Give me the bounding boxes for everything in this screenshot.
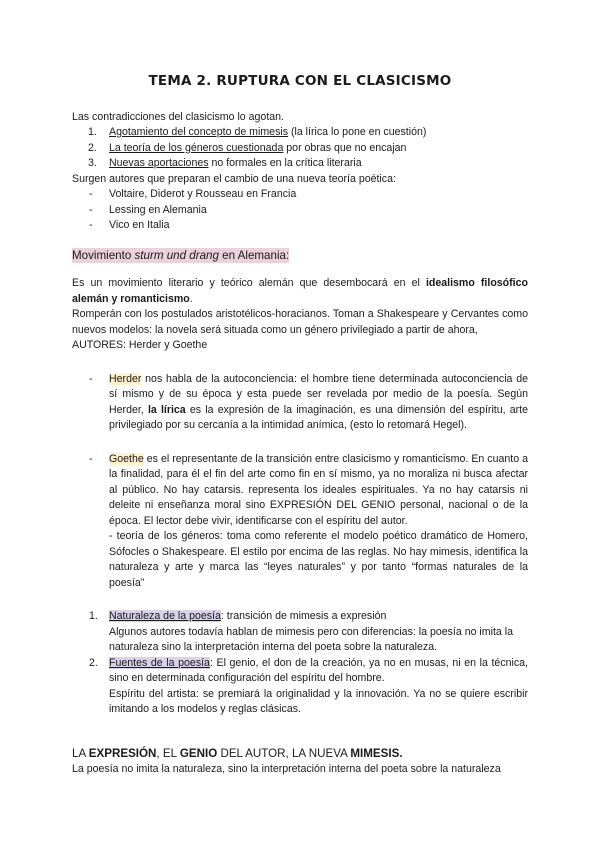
nature-block: 1. Naturaleza de la poesía: transición de mimesis a expresión Algunos autores todavía hablan de mimesis pero con diferencias: la poesía no imita la naturaleza sino la interpretación interna del poeta sobre la naturaleza. [72, 609, 528, 656]
intro-text: Las contradicciones del clasicismo lo agotan. [72, 110, 284, 123]
break-paragraph: Romperán con los postulados aristotélicos-horacianos. Toman a Shakespeare y Cervantes como nuevos modelos: la novela será situada como un género privilegiado a partir de ahora, [72, 308, 528, 336]
nature-label: Naturaleza de la poesía [109, 610, 221, 622]
goethe-block: - Goethe es el representante de la transición entre clasicismo y romanticismo. En cuanto a la finalidad, para él el fin del arte como fin en sí mismo, ya no moraliza ni busca afectar al público. No hay catarsis. representa los ideales espirituales. Ya no hay catarsis ni deleite ni enseñanza moral sino EXPRESIÓN DEL GENIO personal, nacional o de la época. El lector debe vivir, identificarse con el espíritu del autor. - teoría de los géneros: toma como referente el modelo poético dramático de Homero, Sófocles o Shakespeare. El estilo por encima de las reglas. No hay mimesis, identifica la naturaleza y arte y marca las “leyes naturales” y por tanto “formas naturales de la poesía” [72, 452, 528, 592]
goethe-genres: - teoría de los géneros: toma como referente el modelo poético dramático de Homero, Sófocles o Shakespeare. El estilo por encima de las reglas. No hay mimesis, identifica la naturaleza y arte y marca las “leyes naturales” y por tanto “formas naturales de la poesía” [109, 530, 528, 589]
authors-line: AUTORES: Herder y Goethe [72, 339, 208, 351]
section-heading: Movimiento sturm und drang en Alemania: [72, 248, 290, 262]
contradictions-list [72, 125, 528, 172]
herder-name: Herder [109, 372, 142, 385]
document-page [72, 74, 528, 778]
list-item: - Vico en Italia [89, 219, 170, 231]
authors-intro: Surgen autores que preparan el cambio de una nueva teoría poética: [72, 172, 396, 185]
list-item: 2. La teoría de los géneros cuestionada por obras que no encajan [88, 141, 407, 154]
nature-body: Algunos autores todavía hablan de mimesis pero con diferencias: la poesía no imita la naturaleza sino la interpretación interna del poeta sobre la naturaleza. [109, 625, 513, 653]
list-item: 3. Nuevas aportaciones no formales en la crítica literaria [88, 157, 362, 169]
movement-paragraph: Es un movimiento literario y teórico alemán que desembocará en el idealismo filosófico alemán y romanticismo. [72, 277, 528, 305]
goethe-name: Goethe [109, 452, 144, 465]
list-item: - Lessing en Alemania [89, 203, 207, 216]
document-title: TEMA 2. RUPTURA CON EL CLASICISMO [148, 73, 452, 89]
final-heading: LA EXPRESIÓN, EL GENIO DEL AUTOR, LA NUEVA MIMESIS. [72, 746, 403, 760]
final-text: La poesía no imita la naturaleza, sino la interpretación interna del poeta sobre la naturaleza [72, 763, 501, 775]
herder-block: - Herder nos habla de la autoconciencia: el hombre tiene determinada autoconciencia de sí mismo y de su época y esta puede ser revelada por medio de la poesía. Según Herder, la lírica es la expresión de la imaginación, es una dimensión del espíritu, arte privilegiado por su cercanía a la intimidad anímica, (esto lo retomará Hegel). [89, 372, 529, 431]
list-item: - Voltaire, Diderot y Rousseau en Francia [89, 188, 297, 200]
sources-label: Fuentes de la poesía [109, 656, 210, 669]
authors-list [72, 187, 528, 234]
sources-block: 2. Fuentes de la poesía: El genio, el don de la creación, ya no en musas, ni en la técnica, sino en determinada configuración del espíritu del hombre. Espíritu del artista: se premiará la originalidad y la innovación. Ya no se quiere escribir imitando a los modelos y reglas clásicas. [72, 656, 528, 718]
sources-body: Espíritu del artista: se premiará la originalidad y la innovación. Ya no se quiere escribir imitando a los modelos y reglas clásicas. [109, 687, 528, 715]
list-item: 1. Agotamiento del concepto de mimesis (la lírica lo pone en cuestión) [88, 126, 427, 138]
